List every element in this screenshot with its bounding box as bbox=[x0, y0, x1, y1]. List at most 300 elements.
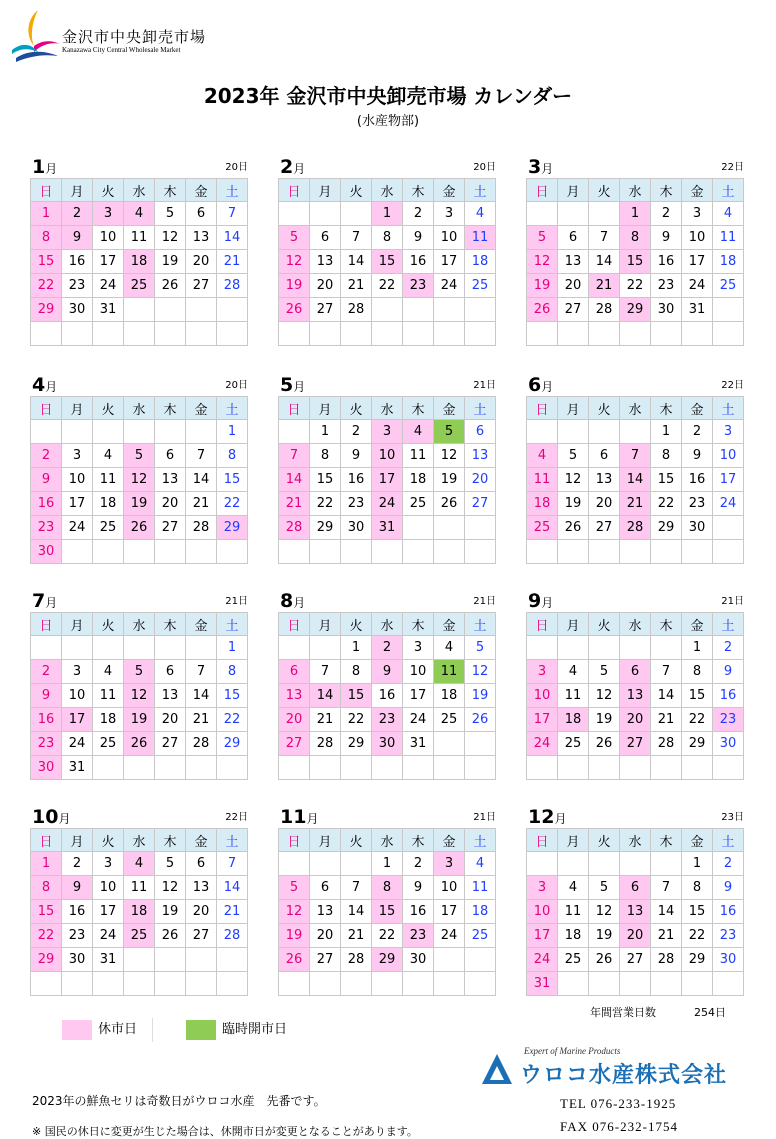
empty-cell bbox=[403, 756, 434, 780]
day-cell: 17 bbox=[713, 468, 744, 492]
weekday-header: 木 bbox=[403, 179, 434, 202]
month-3 bbox=[526, 156, 744, 346]
day-cell: 27 bbox=[465, 492, 496, 516]
weekday-header: 土 bbox=[217, 179, 248, 202]
day-cell: 13 bbox=[186, 226, 217, 250]
weekday-header: 月 bbox=[310, 397, 341, 420]
day-cell: 23 bbox=[403, 924, 434, 948]
day-cell: 27 bbox=[186, 274, 217, 298]
empty-cell bbox=[620, 852, 651, 876]
day-cell: 6 bbox=[155, 444, 186, 468]
weekday-header: 金 bbox=[434, 829, 465, 852]
weekday-header: 月 bbox=[558, 179, 589, 202]
day-cell: 23 bbox=[682, 492, 713, 516]
empty-cell bbox=[155, 322, 186, 346]
weekday-header: 金 bbox=[434, 397, 465, 420]
empty-cell bbox=[279, 322, 310, 346]
empty-cell bbox=[93, 636, 124, 660]
weekday-header: 月 bbox=[558, 829, 589, 852]
day-cell: 20 bbox=[620, 708, 651, 732]
weekday-header: 火 bbox=[341, 829, 372, 852]
day-cell: 24 bbox=[62, 732, 93, 756]
empty-cell bbox=[434, 732, 465, 756]
empty-cell bbox=[403, 516, 434, 540]
day-cell: 8 bbox=[217, 660, 248, 684]
day-cell: 2 bbox=[372, 636, 403, 660]
day-cell: 12 bbox=[155, 876, 186, 900]
day-cell: 13 bbox=[589, 468, 620, 492]
empty-cell bbox=[527, 420, 558, 444]
month-header bbox=[278, 590, 496, 612]
month-5 bbox=[278, 374, 496, 564]
empty-cell bbox=[31, 636, 62, 660]
weekday-header: 金 bbox=[682, 613, 713, 636]
day-cell: 4 bbox=[403, 420, 434, 444]
day-cell: 21 bbox=[186, 708, 217, 732]
day-cell: 17 bbox=[93, 900, 124, 924]
month-label: 4月 bbox=[32, 374, 58, 396]
weekday-header: 火 bbox=[93, 179, 124, 202]
month-label: 10月 bbox=[32, 806, 71, 828]
day-cell: 23 bbox=[62, 924, 93, 948]
day-cell: 8 bbox=[341, 660, 372, 684]
month-header bbox=[526, 374, 744, 396]
day-cell: 10 bbox=[93, 226, 124, 250]
empty-cell bbox=[558, 756, 589, 780]
day-cell: 4 bbox=[124, 852, 155, 876]
day-cell: 29 bbox=[682, 732, 713, 756]
day-cell: 29 bbox=[682, 948, 713, 972]
day-cell: 9 bbox=[713, 876, 744, 900]
day-cell: 26 bbox=[155, 924, 186, 948]
logo-title: 金沢市中央卸売市場 bbox=[62, 28, 207, 46]
day-cell: 2 bbox=[62, 202, 93, 226]
day-cell: 22 bbox=[372, 924, 403, 948]
day-cell: 28 bbox=[217, 274, 248, 298]
weekday-header: 木 bbox=[403, 397, 434, 420]
day-cell: 17 bbox=[434, 900, 465, 924]
day-cell: 1 bbox=[651, 420, 682, 444]
weekday-header: 月 bbox=[62, 829, 93, 852]
month-table bbox=[278, 828, 496, 996]
day-cell: 8 bbox=[310, 444, 341, 468]
business-days-count: 22日 bbox=[721, 380, 744, 391]
month-label: 7月 bbox=[32, 590, 58, 612]
empty-cell bbox=[217, 972, 248, 996]
day-cell: 15 bbox=[682, 900, 713, 924]
day-cell: 13 bbox=[186, 876, 217, 900]
empty-cell bbox=[651, 322, 682, 346]
empty-cell bbox=[93, 972, 124, 996]
weekday-header: 日 bbox=[31, 829, 62, 852]
month-label: 3月 bbox=[528, 156, 554, 178]
day-cell: 17 bbox=[93, 250, 124, 274]
day-cell: 4 bbox=[558, 876, 589, 900]
day-cell: 7 bbox=[589, 226, 620, 250]
day-cell: 27 bbox=[155, 516, 186, 540]
day-cell: 22 bbox=[217, 492, 248, 516]
weekday-header: 日 bbox=[279, 397, 310, 420]
empty-cell bbox=[434, 972, 465, 996]
day-cell: 9 bbox=[651, 226, 682, 250]
day-cell: 1 bbox=[31, 852, 62, 876]
month-table bbox=[30, 178, 248, 346]
logo-subtitle: Kanazawa City Central Wholesale Market bbox=[62, 46, 181, 54]
empty-cell bbox=[31, 420, 62, 444]
day-cell: 5 bbox=[589, 660, 620, 684]
day-cell: 11 bbox=[124, 876, 155, 900]
empty-cell bbox=[465, 948, 496, 972]
empty-cell bbox=[403, 540, 434, 564]
empty-cell bbox=[341, 972, 372, 996]
day-cell: 5 bbox=[279, 226, 310, 250]
day-cell: 11 bbox=[124, 226, 155, 250]
day-cell: 13 bbox=[155, 468, 186, 492]
day-cell: 15 bbox=[372, 250, 403, 274]
day-cell: 5 bbox=[124, 660, 155, 684]
day-cell: 26 bbox=[527, 298, 558, 322]
empty-cell bbox=[527, 636, 558, 660]
weekday-header: 水 bbox=[620, 829, 651, 852]
weekday-header: 水 bbox=[620, 613, 651, 636]
day-cell: 5 bbox=[434, 420, 465, 444]
empty-cell bbox=[434, 298, 465, 322]
day-cell: 21 bbox=[341, 924, 372, 948]
day-cell: 31 bbox=[62, 756, 93, 780]
day-cell: 5 bbox=[124, 444, 155, 468]
day-cell: 16 bbox=[403, 900, 434, 924]
empty-cell bbox=[682, 540, 713, 564]
legend-open bbox=[186, 1018, 287, 1040]
empty-cell bbox=[558, 322, 589, 346]
day-cell: 6 bbox=[310, 226, 341, 250]
day-cell: 29 bbox=[651, 516, 682, 540]
day-cell: 19 bbox=[527, 274, 558, 298]
day-cell: 12 bbox=[558, 468, 589, 492]
weekday-header: 月 bbox=[558, 613, 589, 636]
day-cell: 1 bbox=[310, 420, 341, 444]
weekday-header: 日 bbox=[279, 613, 310, 636]
day-cell: 9 bbox=[31, 468, 62, 492]
weekday-header: 土 bbox=[217, 829, 248, 852]
day-cell: 31 bbox=[682, 298, 713, 322]
day-cell: 6 bbox=[279, 660, 310, 684]
day-cell: 7 bbox=[186, 444, 217, 468]
day-cell: 25 bbox=[434, 708, 465, 732]
day-cell: 4 bbox=[434, 636, 465, 660]
day-cell: 13 bbox=[155, 684, 186, 708]
weekday-header: 水 bbox=[372, 397, 403, 420]
empty-cell bbox=[465, 972, 496, 996]
empty-cell bbox=[279, 756, 310, 780]
day-cell: 2 bbox=[713, 636, 744, 660]
day-cell: 10 bbox=[372, 444, 403, 468]
day-cell: 28 bbox=[186, 516, 217, 540]
weekday-header: 水 bbox=[620, 179, 651, 202]
empty-cell bbox=[341, 202, 372, 226]
day-cell: 15 bbox=[217, 468, 248, 492]
day-cell: 16 bbox=[713, 684, 744, 708]
empty-cell bbox=[279, 202, 310, 226]
empty-cell bbox=[589, 756, 620, 780]
month-table bbox=[30, 396, 248, 564]
day-cell: 10 bbox=[434, 226, 465, 250]
empty-cell bbox=[558, 540, 589, 564]
empty-cell bbox=[62, 972, 93, 996]
day-cell: 24 bbox=[372, 492, 403, 516]
day-cell: 19 bbox=[558, 492, 589, 516]
day-cell: 14 bbox=[186, 684, 217, 708]
weekday-header: 火 bbox=[589, 829, 620, 852]
weekday-header: 土 bbox=[465, 179, 496, 202]
day-cell: 18 bbox=[465, 900, 496, 924]
day-cell: 11 bbox=[93, 684, 124, 708]
month-8 bbox=[278, 590, 496, 780]
closed-swatch bbox=[62, 1020, 92, 1040]
day-cell: 19 bbox=[155, 900, 186, 924]
day-cell: 4 bbox=[558, 660, 589, 684]
weekday-header: 月 bbox=[558, 397, 589, 420]
empty-cell bbox=[434, 948, 465, 972]
empty-cell bbox=[217, 540, 248, 564]
day-cell: 11 bbox=[527, 468, 558, 492]
empty-cell bbox=[465, 322, 496, 346]
day-cell: 8 bbox=[217, 444, 248, 468]
month-label: 6月 bbox=[528, 374, 554, 396]
day-cell: 12 bbox=[155, 226, 186, 250]
day-cell: 28 bbox=[186, 732, 217, 756]
empty-cell bbox=[558, 202, 589, 226]
day-cell: 1 bbox=[372, 852, 403, 876]
empty-cell bbox=[279, 972, 310, 996]
day-cell: 9 bbox=[713, 660, 744, 684]
empty-cell bbox=[713, 322, 744, 346]
empty-cell bbox=[124, 322, 155, 346]
day-cell: 14 bbox=[651, 684, 682, 708]
day-cell: 10 bbox=[527, 900, 558, 924]
day-cell: 26 bbox=[465, 708, 496, 732]
day-cell: 1 bbox=[31, 202, 62, 226]
day-cell: 15 bbox=[217, 684, 248, 708]
weekday-header: 月 bbox=[62, 179, 93, 202]
day-cell: 21 bbox=[279, 492, 310, 516]
weekday-header: 土 bbox=[465, 397, 496, 420]
day-cell: 29 bbox=[341, 732, 372, 756]
business-days-count: 20日 bbox=[225, 380, 248, 391]
empty-cell bbox=[186, 420, 217, 444]
month-6 bbox=[526, 374, 744, 564]
empty-cell bbox=[186, 636, 217, 660]
empty-cell bbox=[434, 322, 465, 346]
empty-cell bbox=[589, 420, 620, 444]
company-triangle-icon bbox=[480, 1052, 514, 1086]
empty-cell bbox=[527, 852, 558, 876]
day-cell: 12 bbox=[434, 444, 465, 468]
day-cell: 31 bbox=[372, 516, 403, 540]
day-cell: 6 bbox=[620, 876, 651, 900]
business-days-count: 21日 bbox=[473, 596, 496, 607]
weekday-header: 金 bbox=[434, 613, 465, 636]
day-cell: 20 bbox=[155, 708, 186, 732]
weekday-header: 日 bbox=[527, 397, 558, 420]
weekday-header: 日 bbox=[527, 829, 558, 852]
day-cell: 11 bbox=[558, 684, 589, 708]
weekday-header: 土 bbox=[217, 613, 248, 636]
empty-cell bbox=[372, 298, 403, 322]
empty-cell bbox=[124, 636, 155, 660]
day-cell: 7 bbox=[620, 444, 651, 468]
empty-cell bbox=[186, 756, 217, 780]
day-cell: 27 bbox=[310, 948, 341, 972]
empty-cell bbox=[217, 298, 248, 322]
business-days-count: 23日 bbox=[721, 812, 744, 823]
day-cell: 22 bbox=[620, 274, 651, 298]
day-cell: 4 bbox=[527, 444, 558, 468]
day-cell: 21 bbox=[310, 708, 341, 732]
empty-cell bbox=[62, 322, 93, 346]
day-cell: 15 bbox=[651, 468, 682, 492]
month-1 bbox=[30, 156, 248, 346]
empty-cell bbox=[124, 298, 155, 322]
weekday-header: 木 bbox=[651, 179, 682, 202]
day-cell: 21 bbox=[651, 924, 682, 948]
day-cell: 18 bbox=[558, 708, 589, 732]
day-cell: 27 bbox=[279, 732, 310, 756]
day-cell: 30 bbox=[372, 732, 403, 756]
day-cell: 20 bbox=[186, 900, 217, 924]
weekday-header: 土 bbox=[713, 829, 744, 852]
empty-cell bbox=[620, 972, 651, 996]
day-cell: 4 bbox=[93, 660, 124, 684]
empty-cell bbox=[465, 540, 496, 564]
empty-cell bbox=[341, 322, 372, 346]
day-cell: 9 bbox=[341, 444, 372, 468]
day-cell: 8 bbox=[682, 660, 713, 684]
empty-cell bbox=[279, 636, 310, 660]
page-title: 2023年 金沢市中央卸売市場 カレンダー bbox=[203, 84, 573, 108]
day-cell: 3 bbox=[62, 444, 93, 468]
empty-cell bbox=[434, 540, 465, 564]
day-cell: 19 bbox=[589, 708, 620, 732]
day-cell: 25 bbox=[124, 274, 155, 298]
day-cell: 24 bbox=[682, 274, 713, 298]
day-cell: 12 bbox=[527, 250, 558, 274]
month-table bbox=[30, 612, 248, 780]
market-logo-icon bbox=[8, 6, 68, 62]
day-cell: 12 bbox=[279, 250, 310, 274]
day-cell: 14 bbox=[186, 468, 217, 492]
empty-cell bbox=[31, 322, 62, 346]
empty-cell bbox=[186, 298, 217, 322]
empty-cell bbox=[434, 516, 465, 540]
empty-cell bbox=[713, 298, 744, 322]
day-cell: 25 bbox=[713, 274, 744, 298]
day-cell: 15 bbox=[341, 684, 372, 708]
month-header bbox=[30, 156, 248, 178]
empty-cell bbox=[527, 540, 558, 564]
empty-cell bbox=[465, 298, 496, 322]
day-cell: 31 bbox=[403, 732, 434, 756]
day-cell: 14 bbox=[341, 250, 372, 274]
empty-cell bbox=[465, 756, 496, 780]
day-cell: 7 bbox=[217, 852, 248, 876]
empty-cell bbox=[310, 322, 341, 346]
day-cell: 12 bbox=[589, 900, 620, 924]
legend-closed-label: 休市日 bbox=[98, 1022, 138, 1037]
day-cell: 28 bbox=[217, 924, 248, 948]
day-cell: 27 bbox=[620, 732, 651, 756]
day-cell: 14 bbox=[310, 684, 341, 708]
weekday-header: 水 bbox=[372, 613, 403, 636]
weekday-header: 火 bbox=[341, 179, 372, 202]
day-cell: 14 bbox=[620, 468, 651, 492]
day-cell: 2 bbox=[62, 852, 93, 876]
day-cell: 8 bbox=[372, 226, 403, 250]
empty-cell bbox=[372, 540, 403, 564]
company-tagline: Expert of Marine Products bbox=[524, 1046, 621, 1056]
day-cell: 17 bbox=[62, 708, 93, 732]
day-cell: 23 bbox=[713, 708, 744, 732]
business-days-count: 21日 bbox=[473, 812, 496, 823]
month-7 bbox=[30, 590, 248, 780]
empty-cell bbox=[651, 756, 682, 780]
day-cell: 7 bbox=[651, 876, 682, 900]
day-cell: 30 bbox=[651, 298, 682, 322]
day-cell: 13 bbox=[310, 900, 341, 924]
day-cell: 23 bbox=[341, 492, 372, 516]
empty-cell bbox=[124, 948, 155, 972]
empty-cell bbox=[155, 756, 186, 780]
empty-cell bbox=[93, 540, 124, 564]
auction-note: 2023年の鮮魚セリは奇数日がウロコ水産 先番です。 bbox=[32, 1094, 326, 1108]
day-cell: 19 bbox=[124, 492, 155, 516]
month-table bbox=[526, 612, 744, 780]
empty-cell bbox=[279, 852, 310, 876]
weekday-header: 月 bbox=[62, 613, 93, 636]
empty-cell bbox=[310, 972, 341, 996]
day-cell: 29 bbox=[217, 732, 248, 756]
month-9 bbox=[526, 590, 744, 780]
day-cell: 30 bbox=[713, 948, 744, 972]
day-cell: 22 bbox=[651, 492, 682, 516]
empty-cell bbox=[310, 756, 341, 780]
day-cell: 13 bbox=[465, 444, 496, 468]
business-days-count: 22日 bbox=[721, 162, 744, 173]
day-cell: 23 bbox=[62, 274, 93, 298]
day-cell: 10 bbox=[403, 660, 434, 684]
day-cell: 10 bbox=[62, 684, 93, 708]
day-cell: 21 bbox=[217, 250, 248, 274]
empty-cell bbox=[155, 420, 186, 444]
month-header bbox=[278, 156, 496, 178]
empty-cell bbox=[403, 322, 434, 346]
day-cell: 21 bbox=[186, 492, 217, 516]
day-cell: 29 bbox=[310, 516, 341, 540]
month-header bbox=[30, 806, 248, 828]
day-cell: 22 bbox=[31, 924, 62, 948]
day-cell: 1 bbox=[620, 202, 651, 226]
weekday-header: 木 bbox=[155, 179, 186, 202]
day-cell: 19 bbox=[155, 250, 186, 274]
day-cell: 12 bbox=[124, 684, 155, 708]
day-cell: 5 bbox=[527, 226, 558, 250]
weekday-header: 火 bbox=[341, 613, 372, 636]
day-cell: 14 bbox=[217, 876, 248, 900]
day-cell: 5 bbox=[279, 876, 310, 900]
weekday-header: 金 bbox=[682, 829, 713, 852]
day-cell: 2 bbox=[31, 660, 62, 684]
day-cell: 23 bbox=[403, 274, 434, 298]
